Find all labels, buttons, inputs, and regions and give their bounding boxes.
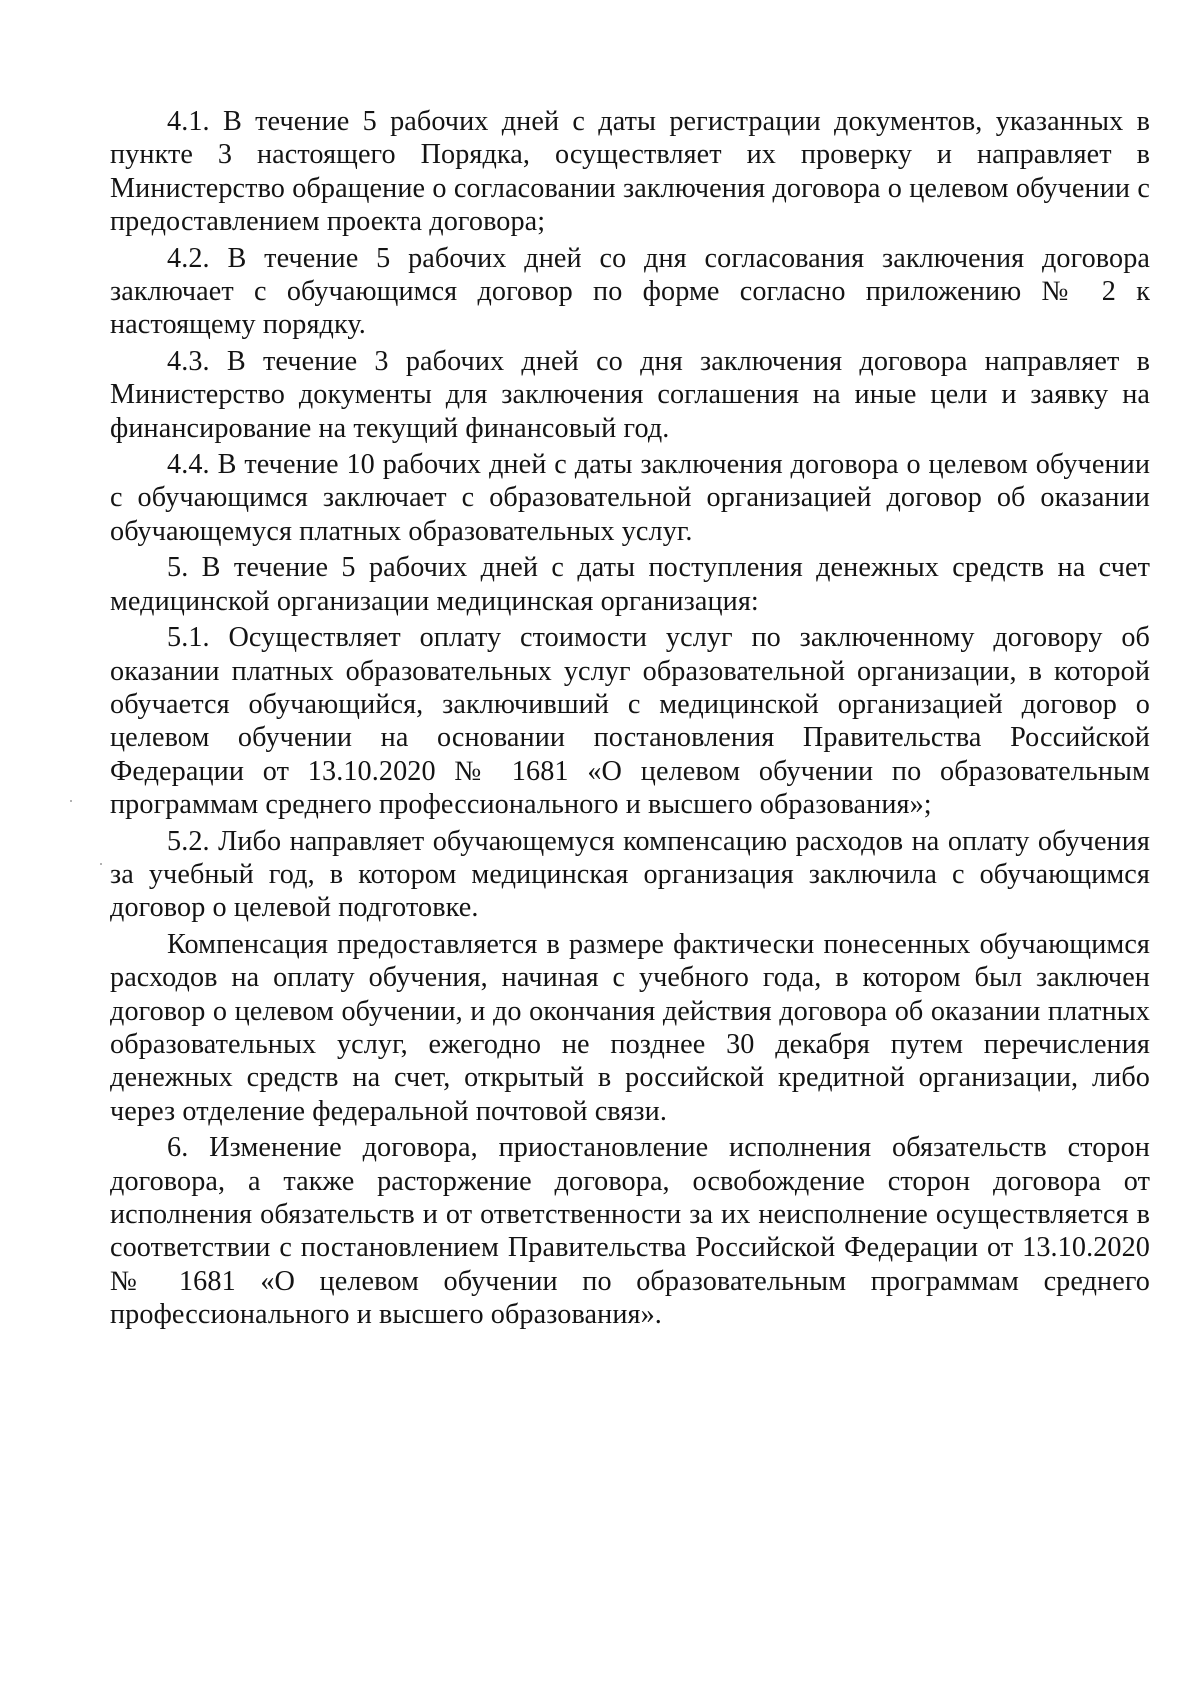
document-body (110, 105, 1150, 1335)
paragraph-4-1: 4.1. В течение 5 рабочих дней с даты регистрации документов, указанных в пункте 3 настоящего Порядка, осуществляет их проверку и направляет в Министерство обращение о согласовании заключения договора о целевом обучении с предоставлением проекта договора; (110, 106, 1150, 238)
paragraph-5-2: 5.2. Либо направляет обучающемуся компенсацию расходов на оплату обучения за учебный год, в котором медицинская организация заключила с обучающимся договор о целевой подготовке. (110, 825, 1150, 924)
scan-speck (100, 863, 102, 865)
paragraph-4-3: 4.3. В течение 3 рабочих дней со дня заключения договора направляет в Министерство документы для заключения соглашения на иные цели и заявку на финансирование на текущий финансовый год. (110, 345, 1150, 444)
scan-speck (70, 800, 72, 802)
paragraph-compensation: Компенсация предоставляется в размере фактически понесенных обучающимся расходов на оплату обучения, начиная с учебного года, в котором был заключен договор о целевом обучении, и до окончания действия договора об оказании платных образовательных услуг, ежегодно не позднее 30 декабря путем перечисления денежных средств на счет, открытый в российской кредитной организации, либо через отделение федеральной почтовой связи. (110, 928, 1150, 1127)
paragraph-5: 5. В течение 5 рабочих дней с даты поступления денежных средств на счет медицинской организации медицинская организация: (110, 552, 1150, 617)
paragraph-5-1: 5.1. Осуществляет оплату стоимости услуг по заключенному договору об оказании платных образовательных услуг образовательной организации, в которой обучается обучающийся, заключивший с медицинской организацией договор о целевом обучении на основании постановления Правительства Российской Федерации от 13.10.2020 № 1681 «О целевом обучении по образовательным программам среднего профессионального и высшего образования»; (110, 622, 1150, 821)
paragraph-4-2: 4.2. В течение 5 рабочих дней со дня согласования заключения договора заключает с обучающимся договор по форме согласно приложению № 2 к настоящему порядку. (110, 242, 1150, 341)
paragraph-6: 6. Изменение договора, приостановление исполнения обязательств сторон договора, а также расторжение договора, освобождение сторон договора от исполнения обязательств и от ответственности за их неисполнение осуществляется в соответствии с постановлением Правительства Российской Федерации от 13.10.2020 № 1681 «О целевом обучении по образовательным программам среднего профессионального и высшего образования». (110, 1132, 1150, 1331)
paragraph-4-4: 4.4. В течение 10 рабочих дней с даты заключения договора о целевом обучении с обучающимся заключает с образовательной организацией договор об оказании обучающемуся платных образовательных услуг. (110, 449, 1150, 547)
